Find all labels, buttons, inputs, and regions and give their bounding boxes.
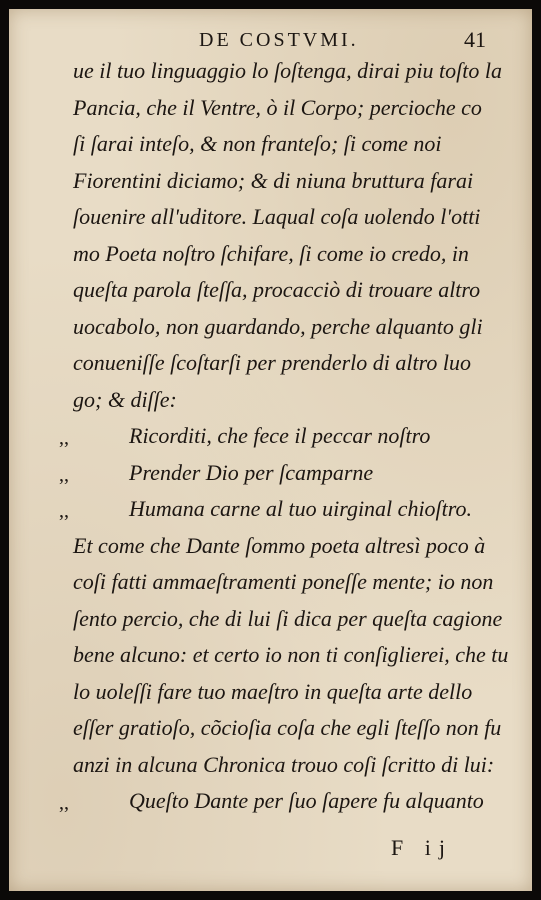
text-line: Pancia, che il Ventre, ò il Corpo; percioche co [73,94,482,120]
text-line: queſta parola ſteſſa, procacciò di trouare altro [73,277,481,302]
text-line: uocabolo, non guardando, perche alquanto gli [73,313,483,339]
verse-line [59,418,523,455]
text-line: conueniſſe ſcoſtarſi per prenderlo di altro luo [73,350,471,375]
running-head [9,23,532,53]
verse-text: Ricorditi, che fece il peccar noſtro [129,423,431,448]
text-line: ſouenire all'uditore. Laqual coſa uolendo l'otti [73,204,481,229]
verse-line [59,455,523,492]
text-line: ſi ſarai inteſo, & non franteſo; ſi come noi [73,131,442,156]
text-line: go; & diſſe: [73,386,177,412]
verse-quote-mark: ,, [59,792,69,814]
text-line: Fiorentini diciamo; & di niuna bruttura farai [73,167,474,193]
text-line: lo uoleſſi fare tuo maeſtro in queſta arte dello [73,678,473,704]
text-line: bene alcuno: et certo io non ti conſiglierei, che tu [73,642,509,667]
text-line: ue il tuo linguaggio lo ſoſtenga, dirai piu toſto la [73,58,502,83]
verse-text: Humana carne al tuo uirginal chioſtro. [129,496,473,521]
verse-text: Prender Dio per ſcamparne [129,459,374,485]
page-number: 41 [464,27,486,52]
body-text [59,53,523,820]
text-line: coſi fatti ammaeſtramenti poneſſe mente; io non [73,569,494,594]
text-line: Et come che Dante ſommo poeta altresì poco à [73,532,486,558]
text-line: eſſer gratioſo, cõcioſia coſa che egli ſteſſo non fu [73,715,502,740]
text-line: mo Poeta noſtro ſchifare, ſi come io credo, in [73,240,469,266]
verse-line [59,783,523,820]
verse-quote-mark: ,, [59,427,69,449]
book-page [9,9,532,891]
text-line: ſento percio, che di lui ſi dica per queſta cagione [73,605,503,631]
running-title: DE COSTVMI. [199,29,359,51]
verse-line [59,491,523,528]
verse-quote-mark: ,, [59,500,69,522]
verse-quote-mark: ,, [59,463,69,486]
verse-text: Queſto Dante per ſuo ſapere fu alquanto [129,788,484,813]
text-line: anzi in alcuna Chronica trouo coſi ſcritto di lui: [73,751,495,777]
signature-mark: F ij [391,835,453,860]
